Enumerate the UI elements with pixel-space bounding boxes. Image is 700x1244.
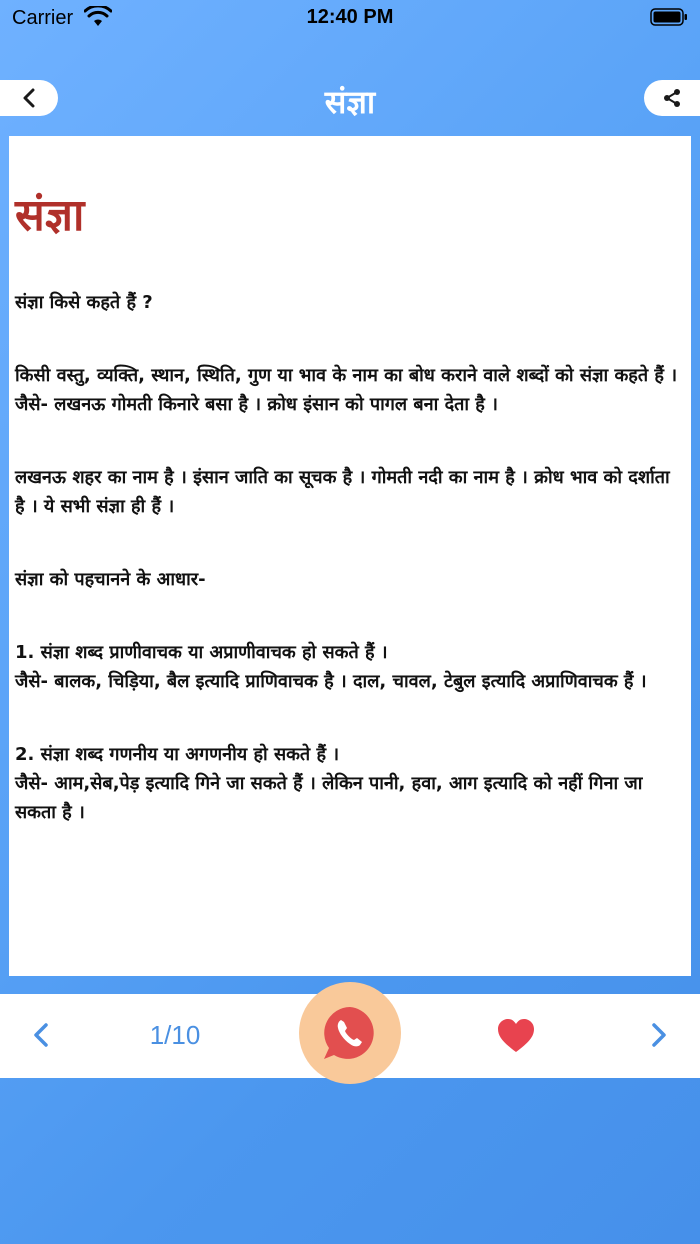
status-bar	[0, 0, 700, 36]
article-paragraph: 1. संज्ञा शब्द प्राणीवाचक या अप्राणीवाचक हो सकते हैं ।	[15, 642, 388, 663]
share-button[interactable]	[644, 80, 700, 116]
article-heading: संज्ञा	[15, 190, 85, 241]
article-content[interactable]	[9, 136, 691, 976]
page-indicator: 1/10	[149, 1020, 201, 1050]
next-page-button[interactable]	[646, 1020, 672, 1050]
article-paragraph: 2. संज्ञा शब्द गणनीय या अगणनीय हो सकते हैं ।	[15, 744, 340, 765]
article-paragraph: जैसे- आम,सेब,पेड़ इत्यादि गिने जा सकते हैं । लेकिन पानी, हवा, आग इत्यादि को नहीं गिना जा सकता है ।	[15, 773, 643, 823]
battery-icon	[650, 8, 688, 26]
bottom-bar	[0, 994, 700, 1078]
article-paragraph: किसी वस्तु, व्यक्ति, स्थान, स्थिति, गुण या भाव के नाम का बोध कराने वाले शब्दों को संज्ञा कहते हैं ।	[15, 365, 678, 386]
article-paragraph: जैसे- बालक, चिड़िया, बैल इत्यादि प्राणिवाचक है । दाल, चावल, टेबुल इत्यादि अप्राणिवाचक हैं ।	[15, 671, 647, 692]
article-paragraph: संज्ञा किसे कहते हैं ?	[15, 292, 153, 313]
whatsapp-icon	[320, 1003, 380, 1063]
status-time: 12:40 PM	[306, 6, 394, 28]
heart-icon	[498, 1019, 534, 1052]
prev-page-button[interactable]	[28, 1020, 54, 1050]
article-paragraph: लखनऊ शहर का नाम है । इंसान जाति का सूचक है । गोमती नदी का नाम है । क्रोध भाव को दर्शाता है । ये सभी संज्ञा ही हैं ।	[15, 467, 670, 517]
carrier-label: Carrier	[12, 7, 74, 29]
article-paragraph: जैसे- लखनऊ गोमती किनारे बसा है । क्रोध इंसान को पागल बना देता है ।	[15, 394, 498, 415]
share-icon	[662, 88, 682, 108]
page-title: संज्ञा	[324, 83, 376, 121]
nav-bar	[0, 78, 700, 134]
article-paragraph: संज्ञा को पहचानने के आधार-	[15, 569, 206, 590]
favorite-button[interactable]	[496, 1018, 536, 1054]
whatsapp-share-button[interactable]	[299, 982, 401, 1084]
